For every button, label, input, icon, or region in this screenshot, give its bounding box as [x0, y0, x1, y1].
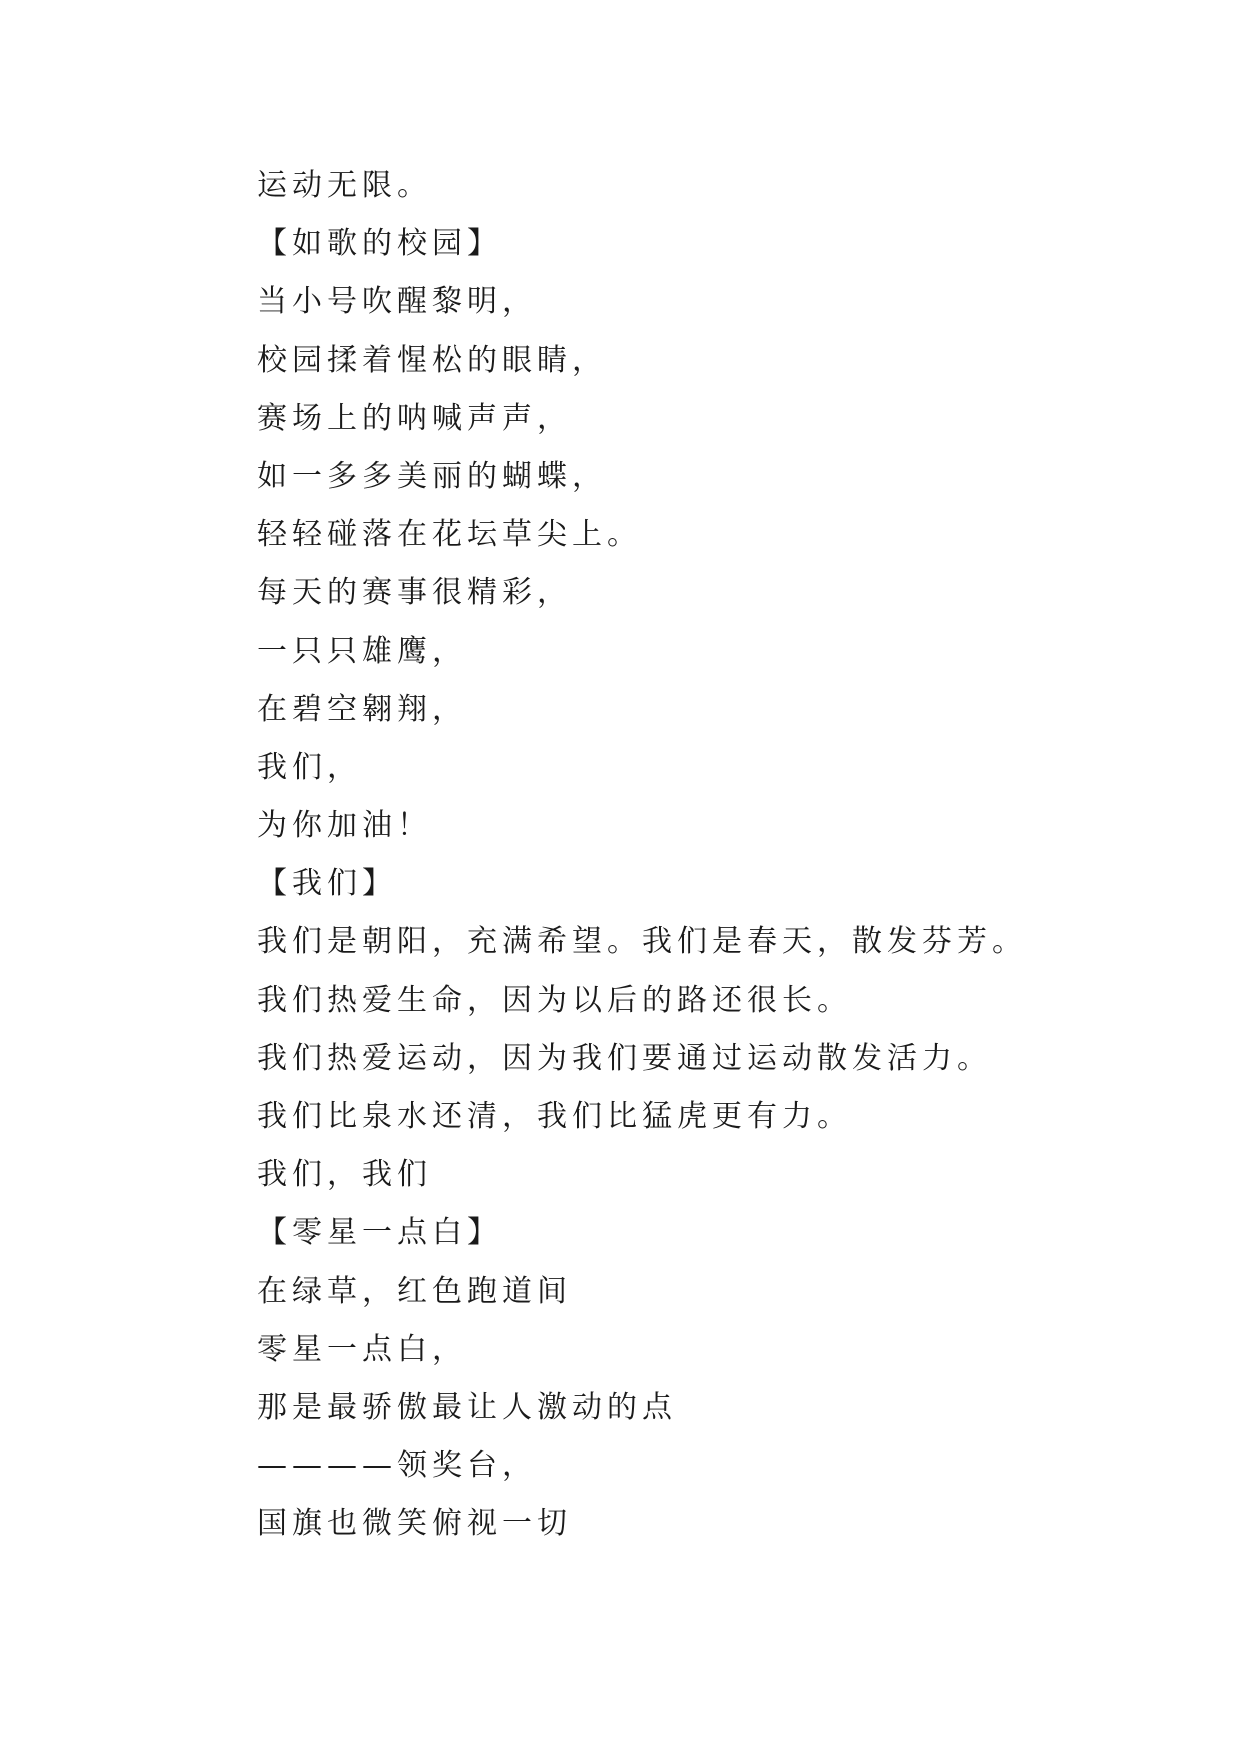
text-line: 那是最骄傲最让人激动的点	[257, 1389, 677, 1425]
text-line: 当小号吹醒黎明，	[257, 284, 537, 320]
text-line: 如一多多美丽的蝴蝶，	[257, 458, 607, 494]
text-line: 我们是朝阳，充满希望。我们是春天，散发芬芳。	[257, 924, 1027, 960]
text-line: 零星一点白，	[257, 1331, 467, 1367]
text-line: 我们热爱运动，因为我们要通过运动散发活力。	[257, 1040, 992, 1076]
text-line: 我们热爱生命，因为以后的路还很长。	[257, 982, 852, 1018]
section-heading: 【零星一点白】	[257, 1215, 502, 1251]
text-line: 每天的赛事很精彩，	[257, 575, 572, 611]
poem-text	[257, 157, 1157, 1554]
text-line: 轻轻碰落在花坛草尖上。	[257, 517, 642, 553]
text-line: 校园揉着惺松的眼睛，	[257, 342, 607, 378]
text-line: 运动无限。	[257, 168, 432, 203]
text-line: 一只只雄鹰，	[257, 633, 467, 669]
section-heading: 【我们】	[257, 866, 397, 902]
text-line: 在绿草，红色跑道间	[257, 1273, 572, 1309]
text-line: 在碧空翱翔，	[257, 691, 467, 727]
text-line: 国旗也微笑俯视一切	[257, 1506, 572, 1542]
text-line: ————领奖台，	[257, 1448, 537, 1484]
text-line: 我们比泉水还清，我们比猛虎更有力。	[257, 1099, 852, 1134]
text-line: 我们，我们	[257, 1157, 432, 1193]
section-heading: 【如歌的校园】	[257, 226, 502, 262]
text-line: 我们，	[257, 749, 362, 785]
text-line: 赛场上的呐喊声声，	[257, 400, 572, 436]
text-line: 为你加油！	[257, 808, 432, 844]
